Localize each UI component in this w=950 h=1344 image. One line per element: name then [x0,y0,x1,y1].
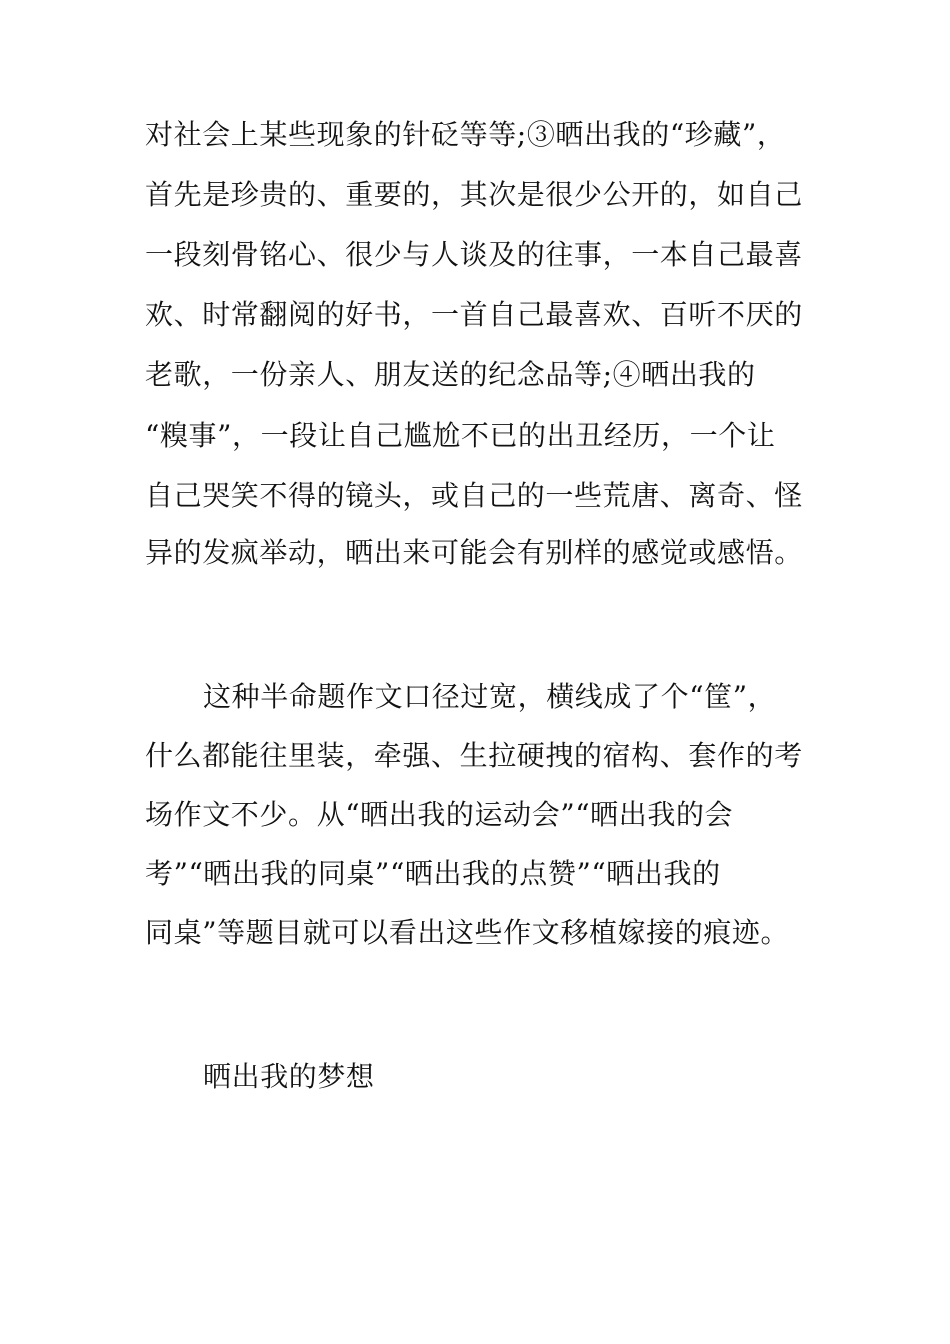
paragraph-1-line-4: 欢、时常翻阅的好书，一首自己最喜欢、百听不厌的 [145,298,803,331]
paragraph-1-line-3: 一段刻骨铭心、很少与人谈及的往事，一本自己最喜 [145,238,803,271]
paragraph-1-line-8: 异的发疯举动，晒出来可能会有别样的感觉或感悟。 [145,536,803,569]
paragraph-2-line-3: 场作文不少。从“晒出我的运动会”“晒出我的会 [145,798,734,831]
paragraph-1-line-2: 首先是珍贵的、重要的，其次是很少公开的，如自己 [145,178,803,211]
paragraph-2-line-2: 什么都能往里装，牵强、生拉硬拽的宿构、套作的考 [145,739,803,772]
paragraph-2-line-1: 这种半命题作文口径过宽，横线成了个“筐”， [203,680,777,713]
paragraph-1-line-1: 对社会上某些现象的针砭等等;③晒出我的“珍藏”， [145,118,786,151]
paragraph-1-line-6: “糗事”，一段让自己尴尬不已的出丑经历，一个让 [145,419,776,452]
paragraph-1-line-5: 老歌，一份亲人、朋友送的纪念品等;④晒出我的 [145,358,756,391]
section-heading: 晒出我的梦想 [203,1060,375,1093]
paragraph-2-line-5: 同桌”等题目就可以看出这些作文移植嫁接的痕迹。 [145,916,790,949]
paragraph-2-line-4: 考”“晒出我的同桌”“晒出我的点赞”“晒出我的 [145,857,721,890]
paragraph-1-line-7: 自己哭笑不得的镜头，或自己的一些荒唐、离奇、怪 [145,479,803,512]
